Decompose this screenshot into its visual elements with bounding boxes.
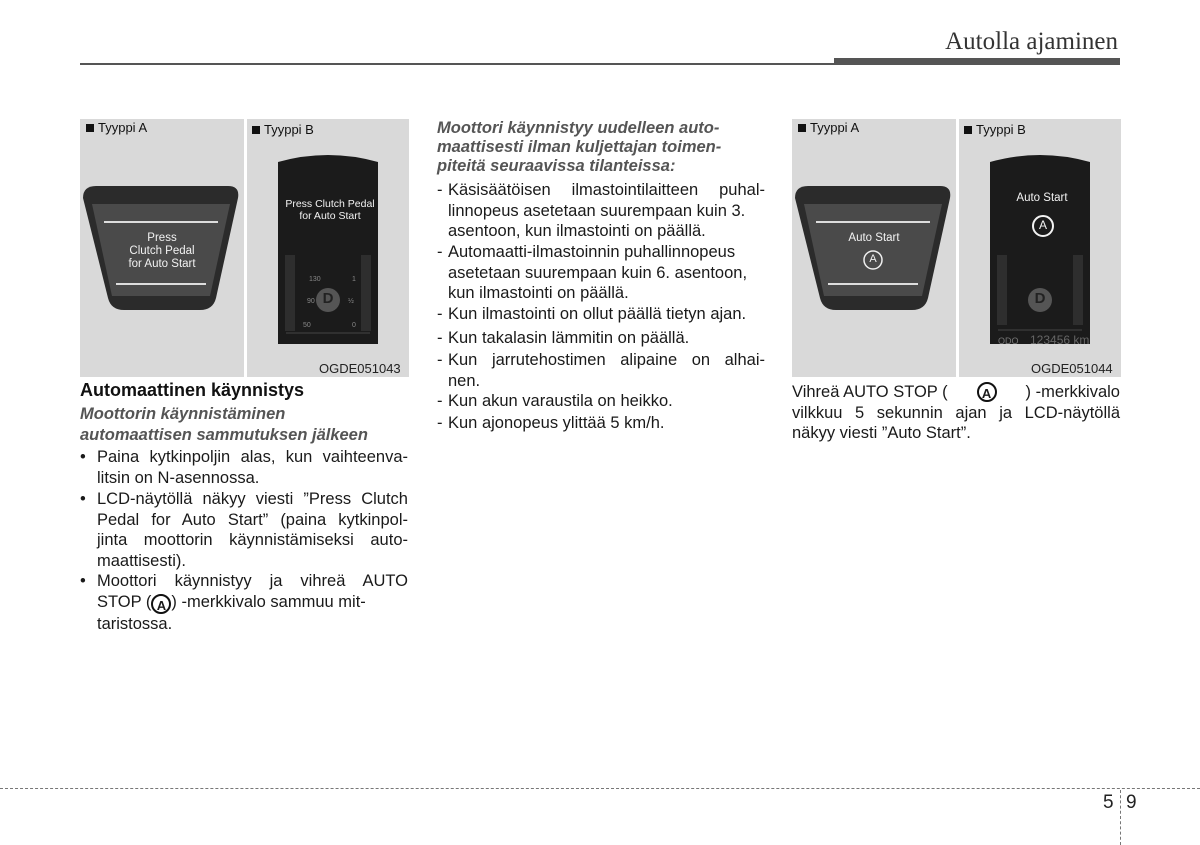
square-bullet-icon <box>964 126 972 134</box>
list-item: - Kun akun varaustila on heikko. <box>437 392 673 410</box>
fuel-gauge-half: ½ <box>348 298 354 305</box>
temp-gauge-high: 130 <box>309 276 321 283</box>
cluster-type-b-illustration <box>276 150 380 350</box>
gear-indicator: D <box>322 290 334 307</box>
type-a-label: Tyyppi A <box>86 120 147 135</box>
figure-code: OGDE051043 <box>319 361 401 376</box>
page-number-page: 9 <box>1126 792 1137 813</box>
page-number-section: 5 <box>1103 792 1114 813</box>
type-b-lcd-message: Press Clutch Pedal for Auto Start <box>285 198 375 222</box>
type-b-label: Tyyppi B <box>964 122 1026 137</box>
list-item: • Moottori käynnistyy ja vihreä AUTO STOP ( A ) -merkkivalo sammuu mit- taristossa. <box>80 572 408 633</box>
page-number-divider <box>1120 790 1121 845</box>
type-a-label: Tyyppi A <box>798 120 859 135</box>
cluster-type-a-illustration <box>792 180 956 320</box>
header-rule-accent <box>834 58 1120 65</box>
footer-divider <box>0 788 1200 789</box>
page-header-title: Autolla ajaminen <box>945 28 1118 55</box>
auto-stop-icon: A <box>151 594 171 614</box>
type-a-lcd-message: Auto Start <box>848 232 900 244</box>
list-item: - Kun ilmastointi on ollut päällä tietyn ajan. <box>437 305 747 323</box>
list-item: • Paina kytkinpoljin alas, kun vaihteenva- litsin on N-asennossa. <box>80 448 408 487</box>
type-b-label: Tyyppi B <box>252 122 314 137</box>
section-heading: Automaattinen käynnistys <box>80 380 305 400</box>
list-item: • LCD-näytöllä näkyy viesti ”Press Clutch Pedal for Auto Start” (paina kytkinpol- jinta moottorin käynnistämiseksi auto- maattisesti). <box>80 490 408 570</box>
section-subheading: Moottorin käynnistäminen automaattisen sammutuksen jälkeen <box>80 405 368 444</box>
auto-start-description: Vihreä AUTO STOP ( A ) -merkkivalo vilkkuu 5 sekunnin ajan ja LCD-näytöllä näkyy viesti ”Auto Start”. <box>792 383 1120 442</box>
cluster-type-b-illustration <box>988 150 1092 350</box>
type-b-lcd-message: Auto Start <box>1016 192 1068 204</box>
square-bullet-icon <box>252 126 260 134</box>
list-item: - Kun takalasin lämmitin on päällä. <box>437 329 690 347</box>
gear-indicator: D <box>1034 290 1046 307</box>
list-item: - Kun jarrutehostimen alipaine on alhai- nen. <box>437 351 765 390</box>
odometer-value: 123456 km <box>1030 333 1090 347</box>
list-item: - Käsisäätöisen ilmastointilaitteen puhal- linnopeus asetetaan suurempaan kuin 3. asentoon, kun ilmastointi on päällä. <box>437 181 765 240</box>
list-item: - Kun ajonopeus ylittää 5 km/h. <box>437 414 665 432</box>
temp-gauge-mid: 90 <box>307 298 315 305</box>
auto-stop-icon: A <box>977 382 997 402</box>
fuel-gauge-full: 1 <box>352 276 356 283</box>
square-bullet-icon <box>86 124 94 132</box>
section-subheading: Moottori käynnistyy uudelleen auto- maattisesti ilman kuljettajan toimen- piteitä seuraavissa tilanteissa: <box>437 119 722 175</box>
temp-gauge-low: 50 <box>303 322 311 329</box>
auto-start-icon: A <box>1038 218 1047 232</box>
list-item: - Automaatti-ilmastoinnin puhallinnopeus asetetaan suurempaan kuin 6. asentoon, kun ilmastointi on päällä. <box>437 243 748 302</box>
type-a-lcd-message: Press Clutch Pedal for Auto Start <box>128 232 196 270</box>
fuel-gauge-empty: 0 <box>352 322 356 329</box>
auto-stop-icon: A <box>869 253 877 265</box>
square-bullet-icon <box>798 124 806 132</box>
figure-code: OGDE051044 <box>1031 361 1113 376</box>
odometer-label: ODO <box>998 336 1019 346</box>
